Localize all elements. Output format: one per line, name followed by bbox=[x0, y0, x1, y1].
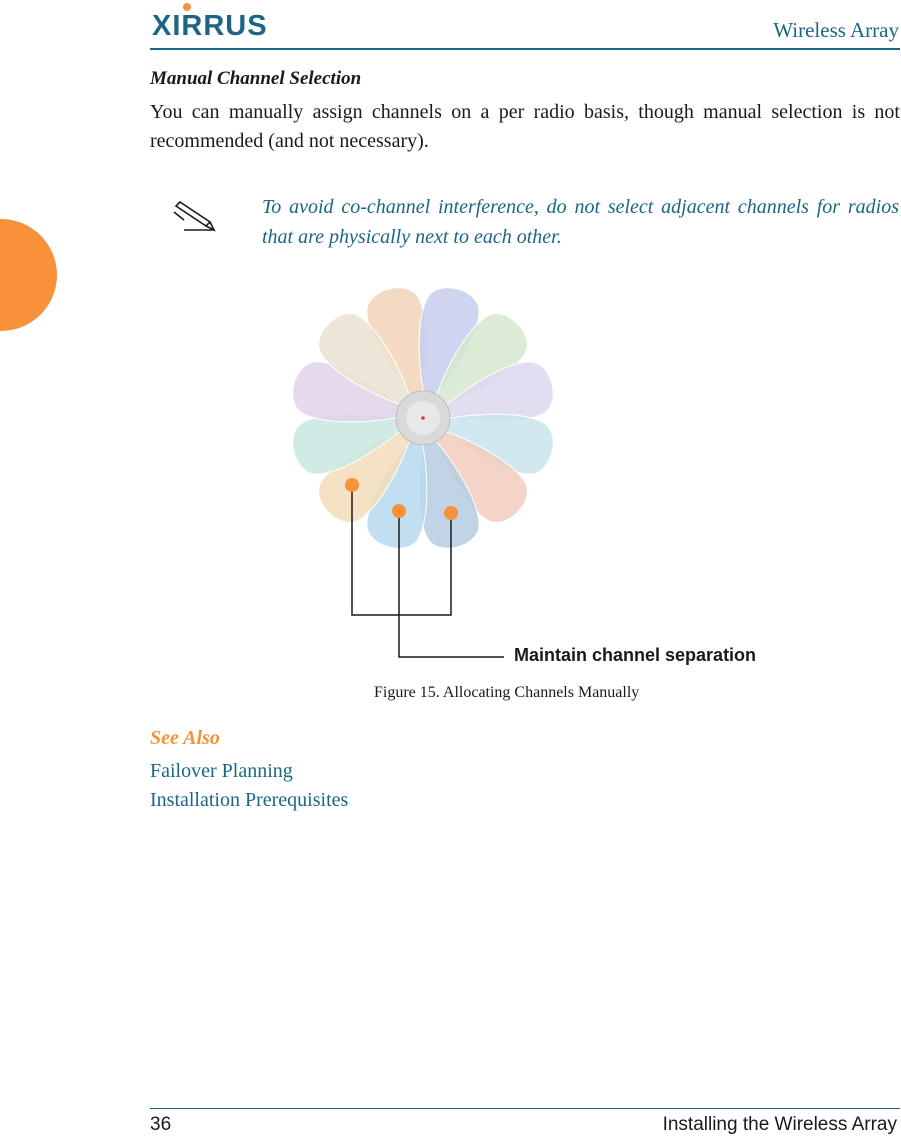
note-text: To avoid co-channel interference, do not select adjacent channels for radios that are physically next to each other. bbox=[262, 196, 899, 248]
pencil-note-icon bbox=[170, 200, 218, 234]
footer-rule bbox=[150, 1108, 900, 1109]
logo-wordmark: XIRRUS bbox=[152, 10, 268, 40]
see-also-list bbox=[150, 757, 348, 815]
section-heading: Manual Channel Selection bbox=[150, 68, 362, 89]
xirrus-logo bbox=[152, 2, 304, 40]
header-rule bbox=[150, 48, 900, 50]
channel-marker bbox=[444, 506, 458, 520]
channel-allocation-diagram bbox=[280, 270, 780, 670]
chapter-tab-marker bbox=[0, 219, 57, 331]
array-hub-led bbox=[421, 416, 425, 420]
body-paragraph: You can manually assign channels on a per radio basis, though manual selection is not recommended (and not necessary). bbox=[150, 101, 900, 152]
see-also-link-failover-planning[interactable]: Failover Planning bbox=[150, 760, 293, 782]
callout-label: Maintain channel separation bbox=[514, 645, 757, 665]
channel-marker bbox=[345, 478, 359, 492]
footer-chapter-title: Installing the Wireless Array bbox=[662, 1114, 897, 1135]
running-header-title: Wireless Array bbox=[773, 18, 899, 42]
figure-caption: Figure 15. Allocating Channels Manually bbox=[374, 684, 640, 701]
page-number: 36 bbox=[150, 1114, 172, 1135]
channel-marker bbox=[392, 504, 406, 518]
see-also-link-installation-prerequisites[interactable]: Installation Prerequisites bbox=[150, 789, 349, 811]
see-also-heading: See Also bbox=[150, 727, 220, 749]
